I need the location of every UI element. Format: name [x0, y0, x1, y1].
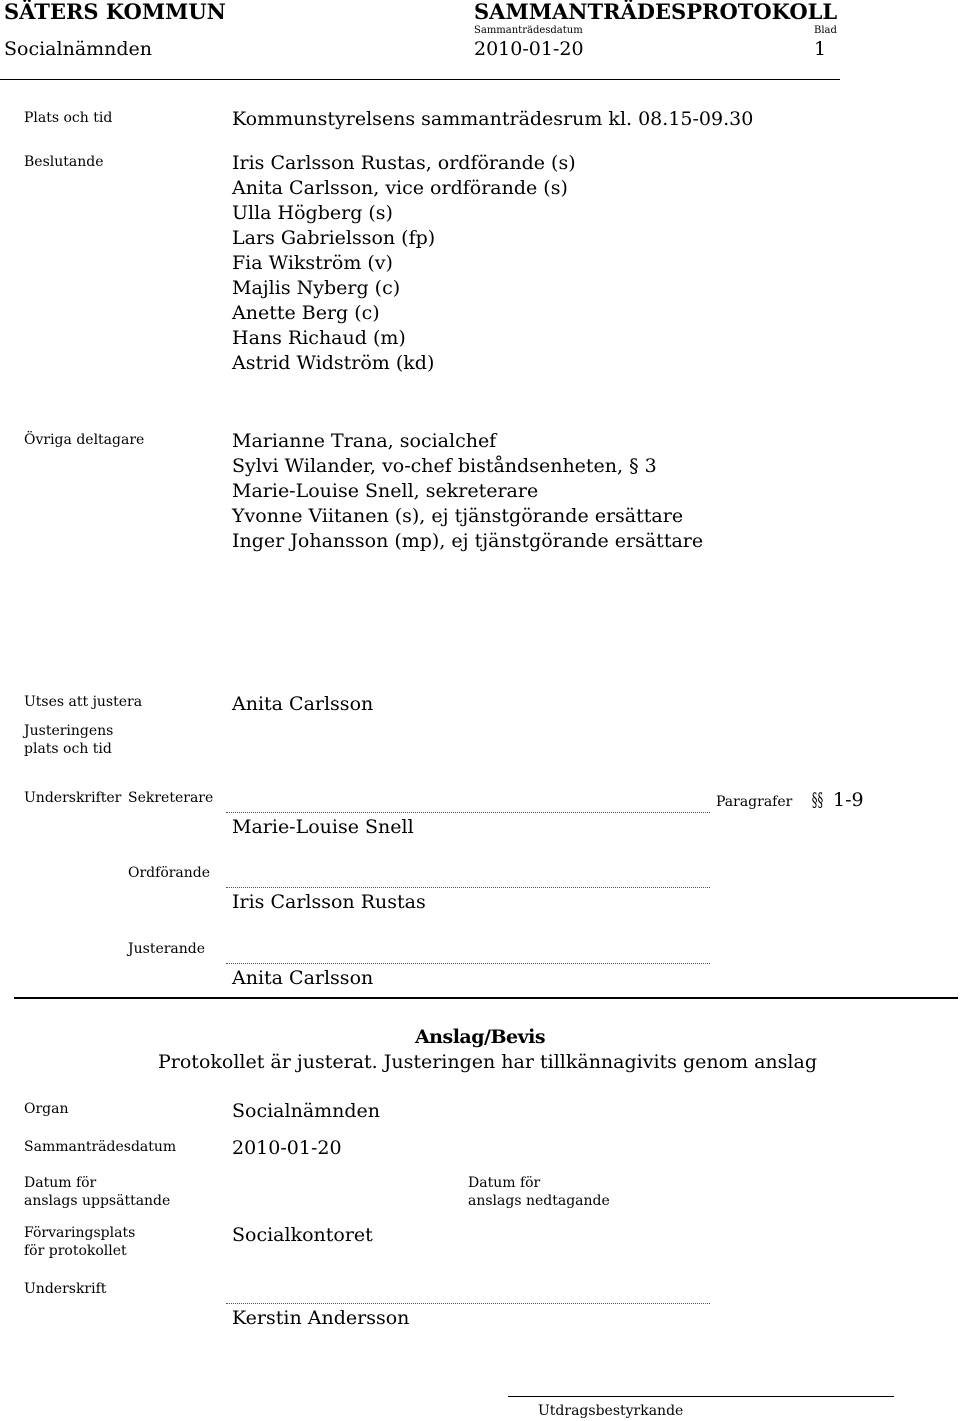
other-participant: Marie-Louise Snell, sekreterare: [232, 480, 539, 502]
place-value: Kommunstyrelsens sammanträdesrum kl. 08.15-09.30: [232, 108, 754, 130]
decision-maker: Anette Berg (c): [232, 302, 380, 324]
others-list: [232, 429, 703, 554]
organ-label: Organ: [24, 1101, 69, 1117]
notice-signature-line: [226, 1303, 710, 1304]
decision-maker: Lars Gabrielsson (fp): [232, 227, 436, 249]
decision-maker: Majlis Nyberg (c): [232, 277, 401, 299]
chair-name: Iris Carlsson Rustas: [232, 891, 426, 913]
other-participant: Marianne Trana, socialchef: [232, 430, 497, 452]
posted-date-label: Datum för anslags uppsättande: [24, 1175, 171, 1209]
decision-makers-list: [232, 151, 576, 376]
others-label: Övriga deltagare: [24, 432, 145, 448]
decision-maker: Ulla Högberg (s): [232, 202, 393, 224]
footer-label: Utdragsbestyrkande: [538, 1403, 684, 1419]
chair-signature-line: [226, 887, 710, 888]
municipality-name: SÄTERS KOMMUN: [4, 0, 226, 24]
notice-signature-label: Underskrift: [24, 1281, 107, 1297]
organ-value: Socialnämnden: [232, 1100, 381, 1122]
decision-maker: Hans Richaud (m): [232, 327, 406, 349]
paragraph-sign-icon: §§: [811, 789, 824, 811]
adjuster-appointed-value: Anita Carlsson: [232, 693, 374, 715]
page-number: 1: [814, 38, 827, 60]
signatures-label: Underskrifter: [24, 790, 122, 806]
decision-makers-label: Beslutande: [24, 154, 104, 170]
secretary-signature-line: [226, 812, 710, 813]
notice-date-label: Sammanträdesdatum: [24, 1139, 177, 1155]
place-label: Plats och tid: [24, 110, 113, 126]
paragraphs-label: Paragrafer: [716, 794, 793, 810]
document-type: SAMMANTRÄDESPROTOKOLL: [474, 0, 838, 24]
other-participant: Inger Johansson (mp), ej tjänstgörande ersättare: [232, 530, 704, 552]
removed-date-label: Datum för anslags nedtagande: [468, 1175, 610, 1209]
decision-maker: Fia Wikström (v): [232, 252, 393, 274]
notice-signature-name: Kerstin Andersson: [232, 1307, 410, 1329]
other-participant: Yvonne Viitanen (s), ej tjänstgörande ersättare: [232, 505, 684, 527]
header-date: 2010-01-20: [474, 38, 584, 60]
notice-text: Protokollet är justerat. Justeringen har tillkännagivits genom anslag: [158, 1051, 817, 1073]
decision-maker: Anita Carlsson, vice ordförande (s): [232, 177, 568, 199]
notice-heading: Anslag/Bevis: [414, 1026, 546, 1048]
page-label: Blad: [814, 25, 837, 36]
paragraphs-value: §§ 1-9: [811, 789, 864, 811]
adjuster-signature-line: [226, 963, 710, 964]
decision-maker: Astrid Widström (kd): [232, 352, 435, 374]
chair-label: Ordförande: [128, 865, 211, 881]
adjuster-name: Anita Carlsson: [232, 967, 374, 989]
adjuster-label: Justerande: [128, 941, 206, 957]
other-participant: Sylvi Wilander, vo-chef biståndsenheten, § 3: [232, 455, 657, 477]
storage-label: Förvaringsplats för protokollet: [24, 1225, 136, 1259]
decision-maker: Iris Carlsson Rustas, ordförande (s): [232, 152, 576, 174]
notice-date-value: 2010-01-20: [232, 1137, 342, 1159]
notice-divider: [14, 997, 958, 999]
secretary-label: Sekreterare: [128, 790, 214, 806]
secretary-name: Marie-Louise Snell: [232, 816, 414, 838]
adjuster-appointed-label: Utses att justera: [24, 694, 143, 710]
committee-name: Socialnämnden: [4, 38, 153, 60]
adjustment-place-label: Justeringens plats och tid: [24, 723, 114, 757]
header-date-label: Sammanträdesdatum: [474, 25, 583, 36]
storage-value: Socialkontoret: [232, 1224, 373, 1246]
footer-line: [508, 1396, 894, 1397]
header-divider: [0, 79, 840, 80]
